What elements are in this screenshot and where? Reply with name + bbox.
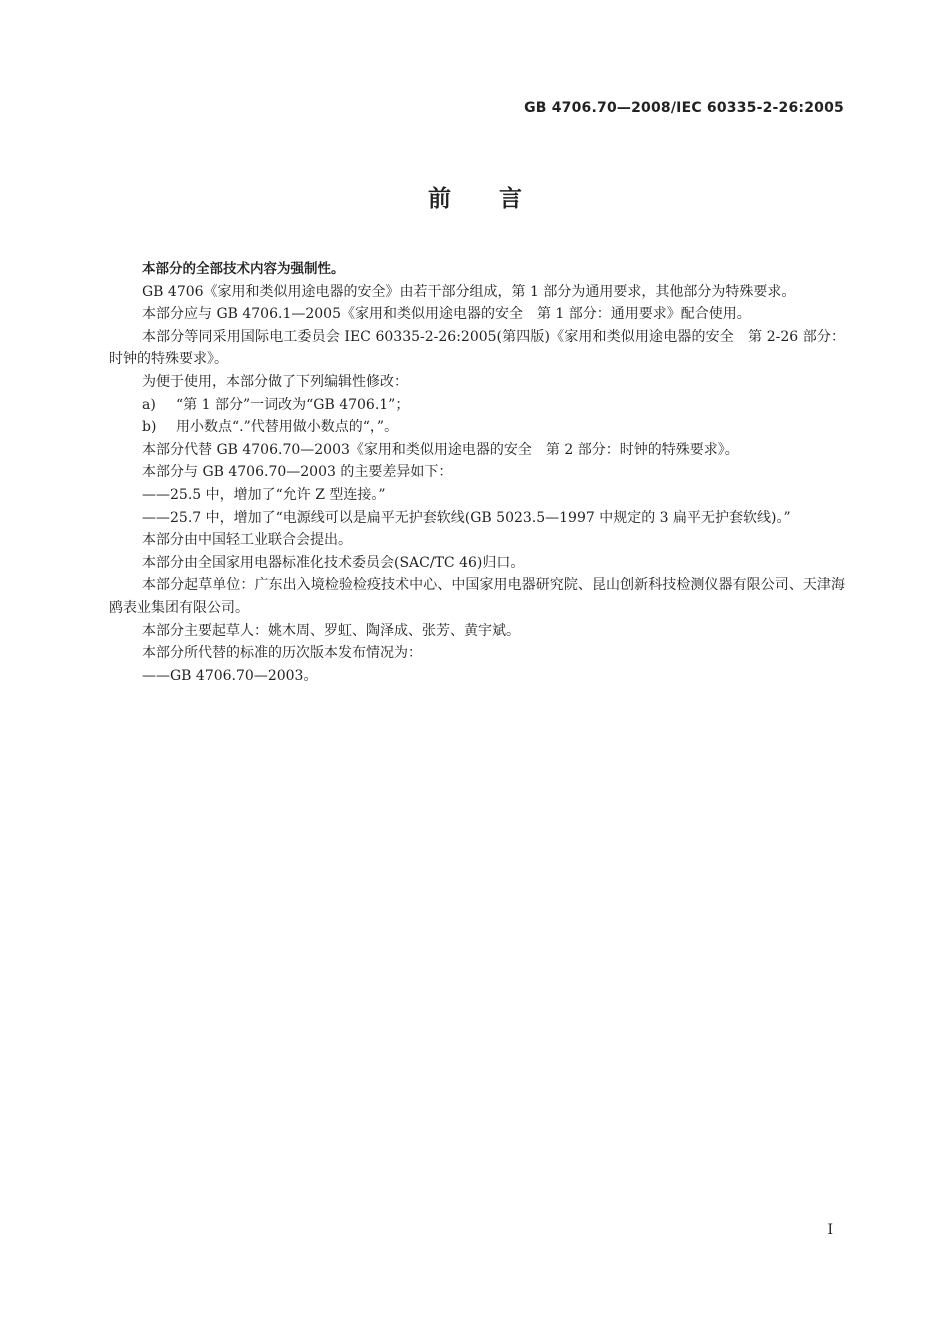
standard-number-header: GB 4706.70—2008/IEC 60335-2-26:2005 <box>524 100 844 116</box>
dash-item-history: ——GB 4706.70—2003。 <box>142 667 318 684</box>
paragraph-replaces: 本部分代替 GB 4706.70—2003《家用和类似用途电器的安全 第 2 部分：时钟的特殊要求》。 <box>142 441 739 458</box>
paragraph-drafting-units: 本部分起草单位：广东出入境检验检疫技术中心、中国家用电器研究院、昆山创新科技检测仪器有限公司、天津海鸥表业集团有限公司。 <box>109 577 845 616</box>
paragraph-structure: GB 4706《家用和类似用途电器的安全》由若干部分组成，第 1 部分为通用要求，其他部分为特殊要求。 <box>142 283 796 300</box>
page-number: I <box>827 1222 833 1238</box>
page-title: 前言 <box>428 186 570 212</box>
dash-item-25-5: ——25.5 中，增加了“允许 Z 型连接。” <box>142 486 386 503</box>
list-text-a: “第 1 部分”一词改为“GB 4706.1”； <box>176 396 410 413</box>
paragraph-proposer: 本部分由中国轻工业联合会提出。 <box>142 532 352 549</box>
paragraph-edits-intro: 为便于使用，本部分做了下列编辑性修改： <box>142 373 408 390</box>
paragraph-centralized: 本部分由全国家用电器标准化技术委员会(SAC/TC 46)归口。 <box>142 554 525 571</box>
list-text-b: 用小数点“.”代替用做小数点的“，”。 <box>176 419 399 436</box>
list-item-b <box>109 416 845 439</box>
paragraph-drafters: 本部分主要起草人：姚木周、罗虹、陶泽成、张芳、黄宇斌。 <box>142 622 520 639</box>
paragraph-usage: 本部分应与 GB 4706.1—2005《家用和类似用途电器的安全 第 1 部分：通用要求》配合使用。 <box>142 306 751 323</box>
paragraph-differences-intro: 本部分与 GB 4706.70—2003 的主要差异如下： <box>142 464 453 481</box>
foreword-body <box>109 258 845 687</box>
dash-item-25-7: ——25.7 中，增加了“电源线可以是扁平无护套软线(GB 5023.5—1997 中规定的 3 扁平无护套软线)。” <box>142 509 791 526</box>
mandatory-statement: 本部分的全部技术内容为强制性。 <box>142 261 345 277</box>
paragraph-history-intro: 本部分所代替的标准的历次版本发布情况为： <box>142 645 422 662</box>
paragraph-adoption: 本部分等同采用国际电工委员会 IEC 60335-2-26:2005(第四版)《家用和类似用途电器的安全 第 2-26 部分：时钟的特殊要求》。 <box>109 328 845 368</box>
list-item-a <box>109 394 845 417</box>
list-label-a: a) <box>142 396 156 413</box>
list-label-b: b) <box>142 419 157 436</box>
